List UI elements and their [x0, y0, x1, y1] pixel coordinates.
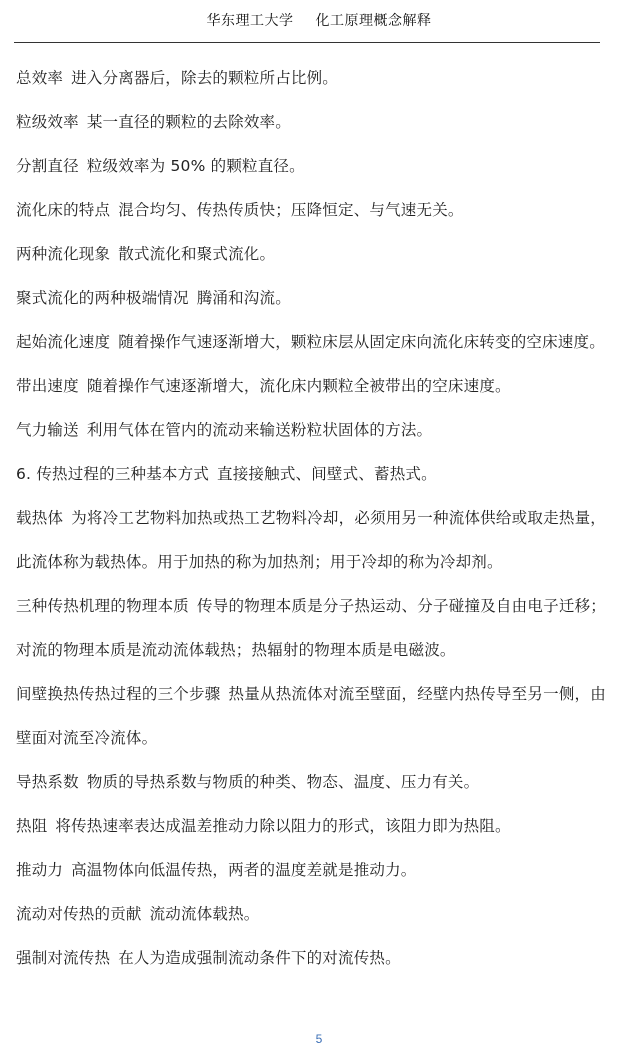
definition-body: 传导的物理本质是分子热运动、分子碰撞及自由电子迁移；对流的物理本质是流动流体载热；热辐射的物理本质是电磁波。: [16, 597, 607, 659]
definition-term: 导热系数: [16, 773, 79, 791]
header-divider: [14, 42, 600, 43]
definition-item: [16, 892, 606, 936]
definition-item: [16, 496, 606, 584]
definition-term: 气力输送: [16, 421, 79, 439]
definition-term: 粒级效率: [16, 113, 79, 131]
definition-body: 粒级效率为 50% 的颗粒直径。: [86, 157, 305, 175]
definition-term: 推动力: [16, 861, 64, 879]
definition-item: [16, 408, 606, 452]
definition-body: 将传热速率表达成温差推动力除以阻力的形式，该阻力即为热阻。: [55, 817, 511, 835]
definition-term: 三种传热机理的物理本质: [16, 597, 190, 615]
definition-body: 某一直径的颗粒的去除效率。: [86, 113, 291, 131]
definition-body: 利用气体在管内的流动来输送粉粒状固体的方法。: [86, 421, 433, 439]
definition-item: [16, 320, 606, 364]
definition-item: [16, 848, 606, 892]
definition-body: 高温物体向低温传热，两者的温度差就是推动力。: [71, 861, 417, 879]
definition-body: 在人为造成强制流动条件下的对流传热。: [118, 949, 401, 967]
definition-body: 散式流化和聚式流化。: [118, 245, 276, 263]
definition-term: 聚式流化的两种极端情况: [16, 289, 189, 307]
definition-term: 带出速度: [16, 377, 79, 395]
definition-item: [16, 584, 606, 672]
section-heading-term: 6. 传热过程的三种基本方式: [16, 465, 210, 483]
definition-term: 起始流化速度: [16, 333, 111, 351]
definition-item: [16, 760, 606, 804]
header-title: [0, 10, 638, 30]
definition-body: 物质的导热系数与物质的种类、物态、温度、压力有关。: [86, 773, 480, 791]
definition-term: 分割直径: [16, 157, 79, 175]
page-header: [0, 0, 638, 44]
definition-item: [16, 276, 606, 320]
definition-term: 两种流化现象: [16, 245, 111, 263]
section-heading: [16, 452, 606, 496]
definition-term: 载热体: [16, 509, 64, 527]
header-course: 化工原理概念解释: [315, 13, 432, 29]
definition-term: 热阻: [16, 817, 48, 835]
definition-term: 流动对传热的贡献: [16, 905, 142, 923]
definition-body: 为将冷工艺物料加热或热工艺物料冷却，必须用另一种流体供给或取走热量，此流体称为载热体。用于加热的称为加热剂；用于冷却的称为冷却剂。: [16, 509, 606, 571]
definition-term: 总效率: [16, 69, 64, 87]
definition-term: 强制对流传热: [16, 949, 111, 967]
definition-item: [16, 364, 606, 408]
header-school: 华东理工大学: [206, 13, 294, 29]
definition-body: 腾涌和沟流。: [196, 289, 291, 307]
definition-body: 热量从热流体对流至壁面，经壁内热传导至另一侧，由壁面对流至冷流体。: [16, 685, 606, 747]
definition-body: 随着操作气速逐渐增大，颗粒床层从固定床向流化床转变的空床速度。: [118, 333, 605, 351]
definition-body: 流动流体载热。: [149, 905, 260, 923]
definition-term: 流化床的特点: [16, 201, 111, 219]
definition-item: [16, 56, 606, 100]
definition-item: [16, 144, 606, 188]
definition-item: [16, 672, 606, 760]
page-number: 5: [315, 1032, 323, 1046]
definition-term: 间壁换热传热过程的三个步骤: [16, 685, 221, 703]
definition-item: [16, 936, 606, 980]
section-heading-body: 直接接触式、间壁式、蓄热式。: [217, 465, 437, 483]
definition-body: 随着操作气速逐渐增大，流化床内颗粒全被带出的空床速度。: [86, 377, 511, 395]
definition-item: [16, 188, 606, 232]
definition-item: [16, 100, 606, 144]
definition-body: 进入分离器后，除去的颗粒所占比例。: [71, 69, 339, 87]
definition-item: [16, 804, 606, 848]
definitions-list: [16, 56, 606, 980]
definition-body: 混合均匀、传热传质快；压降恒定、与气速无关。: [118, 201, 464, 219]
definition-item: [16, 232, 606, 276]
